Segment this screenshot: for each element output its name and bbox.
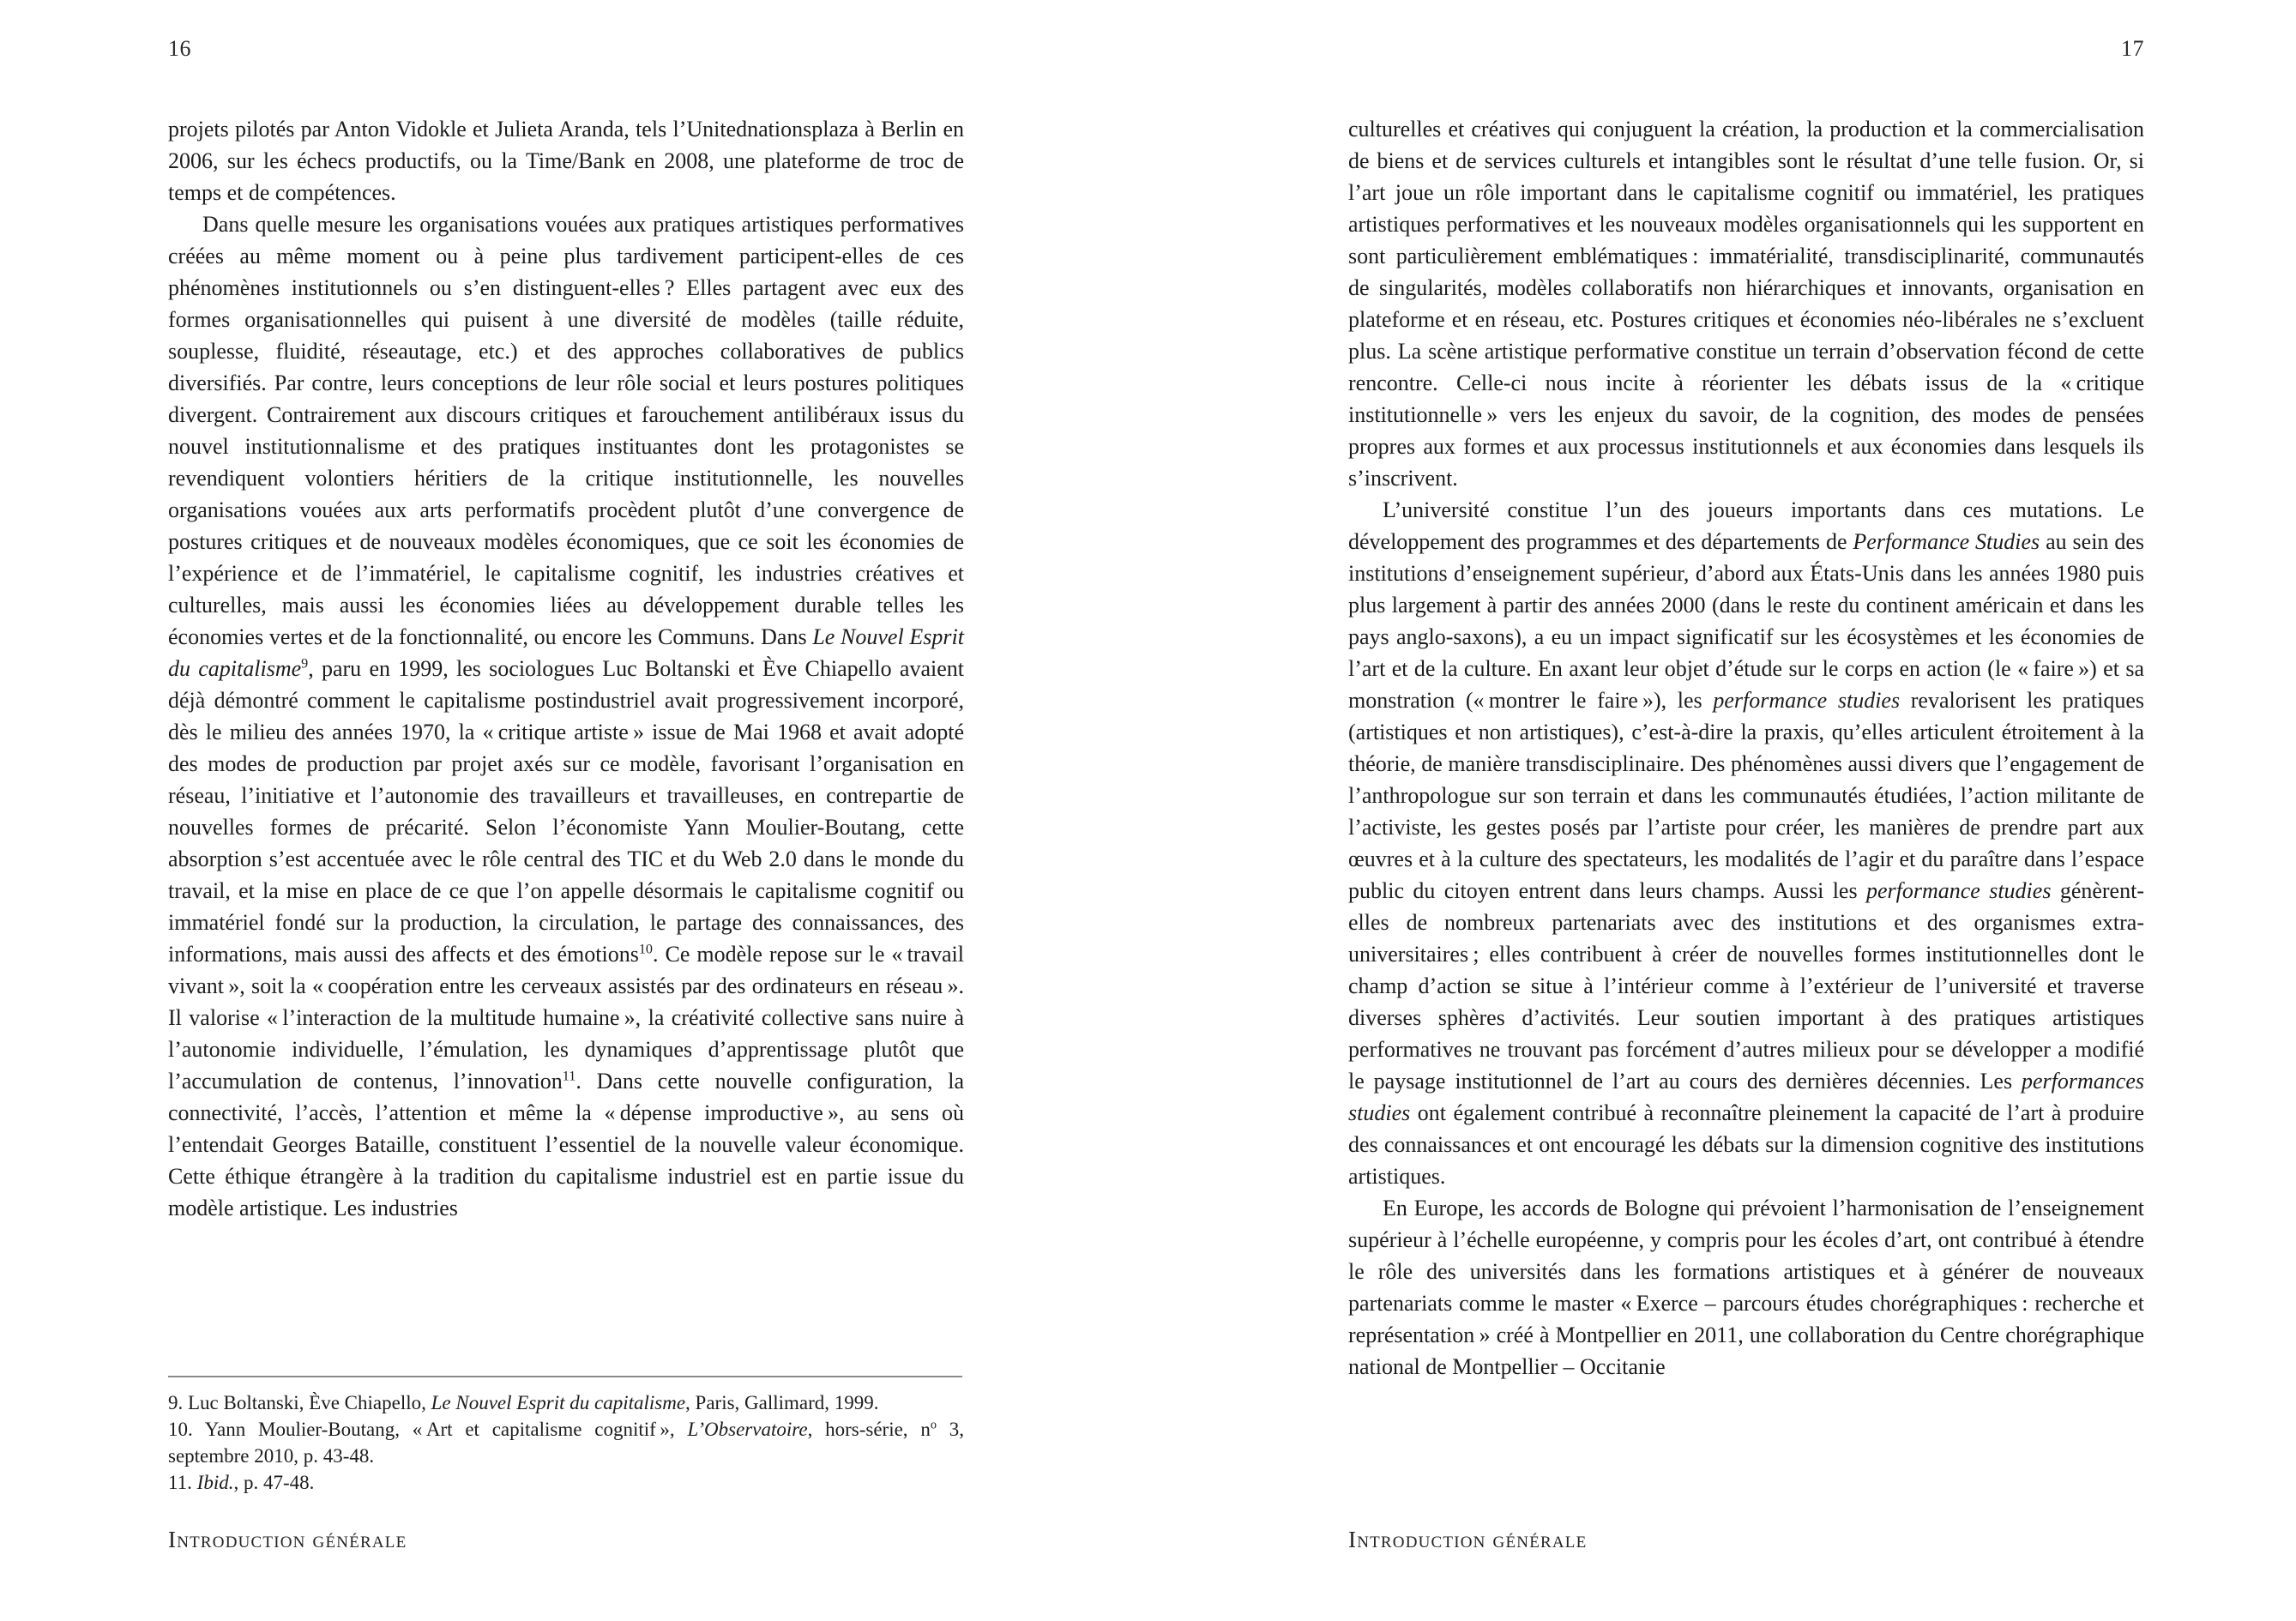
- text-segment: Ibid.: [196, 1472, 234, 1493]
- text-segment: L’Observatoire: [687, 1419, 808, 1440]
- text-segment: performance studies: [1713, 688, 1901, 713]
- text-segment: 9. Luc Boltanski, Ève Chiapello,: [168, 1392, 431, 1413]
- text-segment: 3, septembre 2010, p. 43-48.: [168, 1419, 965, 1467]
- footnote-divider: [168, 1376, 962, 1377]
- text-segment: Le Nouvel Esprit du capitalisme: [431, 1392, 686, 1413]
- running-footer: Introduction générale: [168, 1527, 407, 1552]
- text-segment: En Europe, les accords de Bologne qui prévoient l’harmonisation de l’enseignement supérieur à l’échelle européenne, y compris pour les écoles d’art, ont contribué à étendre le rôle des universités dans les formations artistiques et à générer de nouveaux partenariats comme le master « Exerce – parcours études chorégraphiques : recherche et représentation » créé à Montpellier en 2011, une collaboration du Centre chorégraphique national de Montpellier – Occitanie: [1348, 1196, 2144, 1379]
- paragraph: [1348, 1192, 2144, 1383]
- text-segment: L’université constitue l’un des joueurs importants dans ces mutations. Le développement des programmes et des départements de: [1348, 497, 2144, 554]
- text-segment: au sein des institutions d’enseignement supérieur, d’abord aux États-Unis dans les années 1980 puis plus largement à partir des années 2000 (dans le reste du continent américain et dans les pays anglo-saxons), a eu un impact significatif sur les écosystèmes et les économies de l’art et de la culture. En axant leur objet d’étude sur le corps en action (le « faire ») et sa monstration (« montrer le faire »), les: [1348, 529, 2144, 713]
- footnote-reference: 10: [638, 942, 653, 957]
- text-segment: , p. 47-48.: [233, 1472, 315, 1493]
- text-segment: Le Nouvel Esprit du capitalisme: [168, 624, 964, 681]
- page-number: 16: [168, 36, 191, 61]
- paragraph: [1348, 494, 2144, 1192]
- text-segment: 10. Yann Moulier-Boutang, « Art et capitalisme cognitif »,: [168, 1419, 688, 1440]
- text-segment: ont également contribué à reconnaître pleinement la capacité de l’art à produire des connaissances et ont encouragé les débats sur la dimension cognitive des institutions artistiques.: [1348, 1100, 2144, 1189]
- text-segment: revalorisent les pratiques (artistiques et non artistiques), c’est-à-dire la praxis, qu’elles articulent étroitement à la théorie, de manière transdisciplinaire. Des phénomènes aussi divers que l’engagement de l’anthropologue sur son terrain et dans les communautés étudiées, l’action militante de l’activiste, les gestes posés par l’artiste pour créer, les manières de prendre part aux œuvres et à la culture des spectateurs, les modalités de l’agir et du paraître dans l’espace public du citoyen entrent dans leurs champs. Aussi les: [1348, 688, 2144, 903]
- text-segment: , paru en 1999, les sociologues Luc Boltanski et Ève Chiapello avaient déjà démontré comment le capitalisme postindustriel avait progressivement incorporé, dès le milieu des années 1970, la « critique artiste » issue de Mai 1968 et avait adopté des modes de production par projet axés sur ce modèle, favorisant l’organisation en réseau, l’initiative et l’autonomie des travailleurs et travailleuses, en contrepartie de nouvelles formes de précarité. Selon l’économiste Yann Moulier-Boutang, cette absorption s’est accentuée avec le rôle central des TIC et du Web 2.0 dans le monde du travail, et la mise en place de ce que l’on appelle désormais le capitalisme cognitif ou immatériel fondé sur la production, la circulation, le partage des connaissances, des informations, mais aussi des affects et des émotions: [168, 656, 964, 967]
- text-segment: performances studies: [1348, 1069, 2144, 1125]
- footnotes: [168, 1389, 964, 1496]
- page-number: 17: [2121, 36, 2144, 61]
- page-body: [1348, 113, 2144, 1383]
- page-16: [168, 0, 964, 1621]
- paragraph: [1348, 113, 2144, 494]
- page-body: [168, 113, 964, 1224]
- text-segment: projets pilotés par Anton Vidokle et Julieta Aranda, tels l’Unitednationsplaza à Berlin en 2006, sur les échecs productifs, ou la Time/Bank en 2008, une plateforme de troc de temps et de compétences.: [168, 117, 964, 205]
- text-segment: performance studies: [1865, 878, 2052, 903]
- text-segment: Performance Studies: [1853, 529, 2040, 554]
- paragraph: [168, 113, 964, 208]
- text-segment: culturelles et créatives qui conjuguent la création, la production et la commercialisation de biens et de services culturels et intangibles sont le résultat d’une telle fusion. Or, si l’art joue un rôle important dans le capitalisme cognitif ou immatériel, les pratiques artistiques performatives et les nouveaux modèles organisationnels qui les supportent en sont particulièrement emblématiques : immatérialité, transdisciplinarité, communautés de singularités, modèles collaboratifs non hiérarchiques et innovants, organisation en plateforme et en réseau, etc. Postures critiques et économies néo-libérales ne s’excluent plus. La scène artistique performative constitue un terrain d’observation fécond de cette rencontre. Celle-ci nous incite à réorienter les débats issus de la « critique institutionnelle » vers les enjeux du savoir, de la cognition, des modes de pensées propres aux formes et aux processus institutionnels et aux économies dans lesquels ils s’inscrivent.: [1348, 117, 2144, 491]
- text-segment: Dans quelle mesure les organisations vouées aux pratiques artistiques performatives créées au même moment ou à peine plus tardivement participent-elles de ces phénomènes institutionnels ou s’en distinguent-elles ? Elles partagent avec eux des formes organisationnelles qui puisent à une diversité de modèles (taille réduite, souplesse, fluidité, réseautage, etc.) et des approches collaboratives de publics diversifiés. Par contre, leurs conceptions de leur rôle social et leurs postures politiques divergent. Contrairement aux discours critiques et farouchement antilibéraux issus du nouvel institutionnalisme et des pratiques instituantes dont les protagonistes se revendiquent volontiers héritiers de la critique institutionnelle, les nouvelles organisations vouées aux arts performatifs procèdent plutôt d’une convergence de postures critiques et de nouveaux modèles économiques, que ce soit les économies de l’expérience et de l’immatériel, le capitalisme cognitif, les industries créatives et culturelles, mais aussi les économies liées au développement durable telles les économies vertes et de la fonctionnalité, ou encore les Communs. Dans: [168, 212, 964, 649]
- footnote-reference: 9: [301, 656, 309, 672]
- text-segment: génèrent-elles de nombreux partenariats avec des institutions et des organismes extra-universitaires ; elles contribuent à créer de nouvelles formes institutionnelles dont le champ d’action se situe à l’intérieur comme à l’extérieur de l’université et traverse diverses sphères d’activités. Leur soutien important à des pratiques artistiques performatives ne trouvant pas forcément d’autres milieux pour se développer a modifié le paysage institutionnel de l’art au cours des dernières décennies. Les: [1348, 878, 2144, 1094]
- running-footer: Introduction générale: [1348, 1527, 1588, 1552]
- footnote: [168, 1469, 964, 1496]
- text-segment: , Paris, Gallimard, 1999.: [685, 1392, 879, 1413]
- text-segment: , hors-série, n: [807, 1419, 931, 1440]
- footnote: [168, 1416, 964, 1469]
- footnote: [168, 1389, 964, 1416]
- footnote-reference: 11: [562, 1069, 576, 1084]
- page-17: [1348, 0, 2144, 1621]
- text-segment: . Ce modèle repose sur le « travail vivant », soit la « coopération entre les cerveaux assistés par des ordinateurs en réseau ». Il valorise « l’interaction de la multitude humaine », la créativité collective sans nuire à l’autonomie individuelle, l’émulation, les dynamiques d’apprentissage plutôt que l’accumulation de contenus, l’innovation: [168, 942, 964, 1094]
- paragraph: [168, 208, 964, 1224]
- text-segment: 11.: [168, 1472, 197, 1493]
- text-segment: . Dans cette nouvelle configuration, la connectivité, l’accès, l’attention et même la « dépense improductive », au sens où l’entendait Georges Bataille, constituent l’essentiel de la nouvelle valeur économique. Cette éthique étrangère à la tradition du capitalisme industriel est en partie issue du modèle artistique. Les industries: [168, 1069, 964, 1220]
- footnote-reference: o: [930, 1418, 937, 1432]
